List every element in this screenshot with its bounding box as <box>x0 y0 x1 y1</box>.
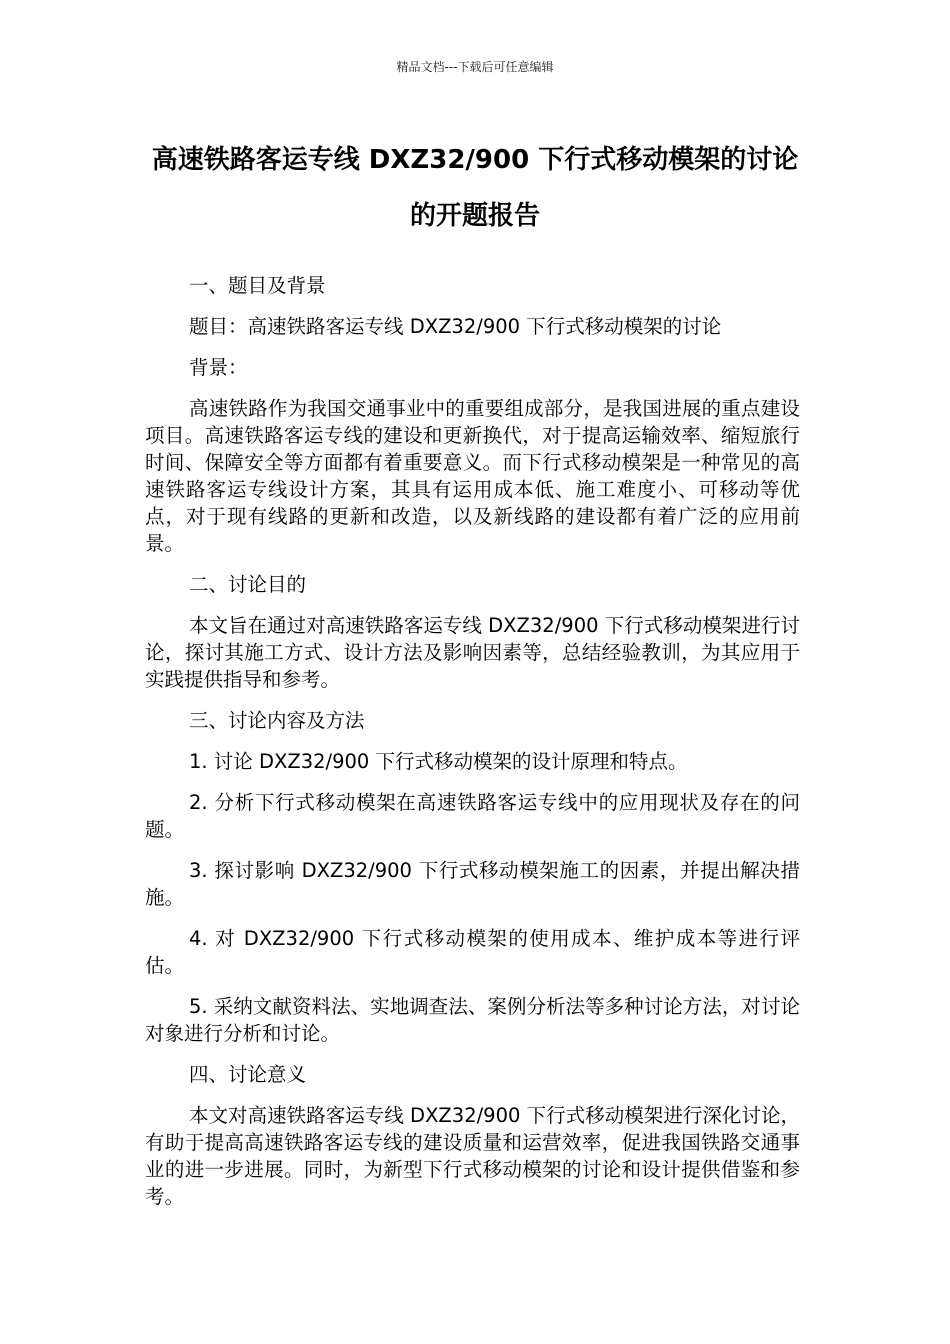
topic-line: 题目：高速铁路客运专线 DXZ32/900 下行式移动模架的讨论 <box>189 315 722 338</box>
section-heading-4: 四、讨论意义 <box>189 1063 307 1086</box>
list-item: 4. 对 DXZ32/900 下行式移动模架的使用成本、维护成本等进行评估。 <box>145 927 800 977</box>
significance-paragraph: 本文对高速铁路客运专线 DXZ32/900 下行式移动模架进行深化讨论，有助于提高高速铁路客运专线的建设质量和运营效率，促进我国铁路交通事业的进一步进展。同时，为新型下行式移动模架的讨论和设计提供借鉴和参考。 <box>145 1104 800 1208</box>
background-paragraph: 高速铁路作为我国交通事业中的重要组成部分，是我国进展的重点建设项目。高速铁路客运专线的建设和更新换代，对于提高运输效率、缩短旅行时间、保障安全等方面都有着重要意义。而下行式移动模架是一种常见的高速铁路客运专线设计方案，其具有运用成本低、施工难度小、可移动等优点，对于现有线路的更新和改造，以及新线路的建设都有着广泛的应用前景。 <box>145 397 800 555</box>
document-body <box>145 272 800 1210</box>
list-item: 3. 探讨影响 DXZ32/900 下行式移动模架施工的因素，并提出解决措施。 <box>145 859 800 909</box>
header-note: 精品文档---下载后可任意编辑 <box>396 60 554 74</box>
background-label: 背景： <box>189 356 248 379</box>
purpose-paragraph: 本文旨在通过对高速铁路客运专线 DXZ32/900 下行式移动模架进行讨论，探讨其施工方式、设计方法及影响因素等，总结经验教训，为其应用于实践提供指导和参考。 <box>145 614 800 691</box>
section-heading-3: 三、讨论内容及方法 <box>189 709 365 732</box>
list-item: 2. 分析下行式移动模架在高速铁路客运专线中的应用现状及存在的问题。 <box>145 791 800 841</box>
section-heading-2: 二、讨论目的 <box>189 573 307 596</box>
list-item: 1. 讨论 DXZ32/900 下行式移动模架的设计原理和特点。 <box>189 750 688 773</box>
section-heading-1: 一、题目及背景 <box>189 274 326 297</box>
list-item: 5. 采纳文献资料法、实地调查法、案例分析法等多种讨论方法，对讨论对象进行分析和讨论。 <box>145 995 800 1045</box>
document-title: 高速铁路客运专线 DXZ32/900 下行式移动模架的讨论的开题报告 <box>151 145 799 231</box>
